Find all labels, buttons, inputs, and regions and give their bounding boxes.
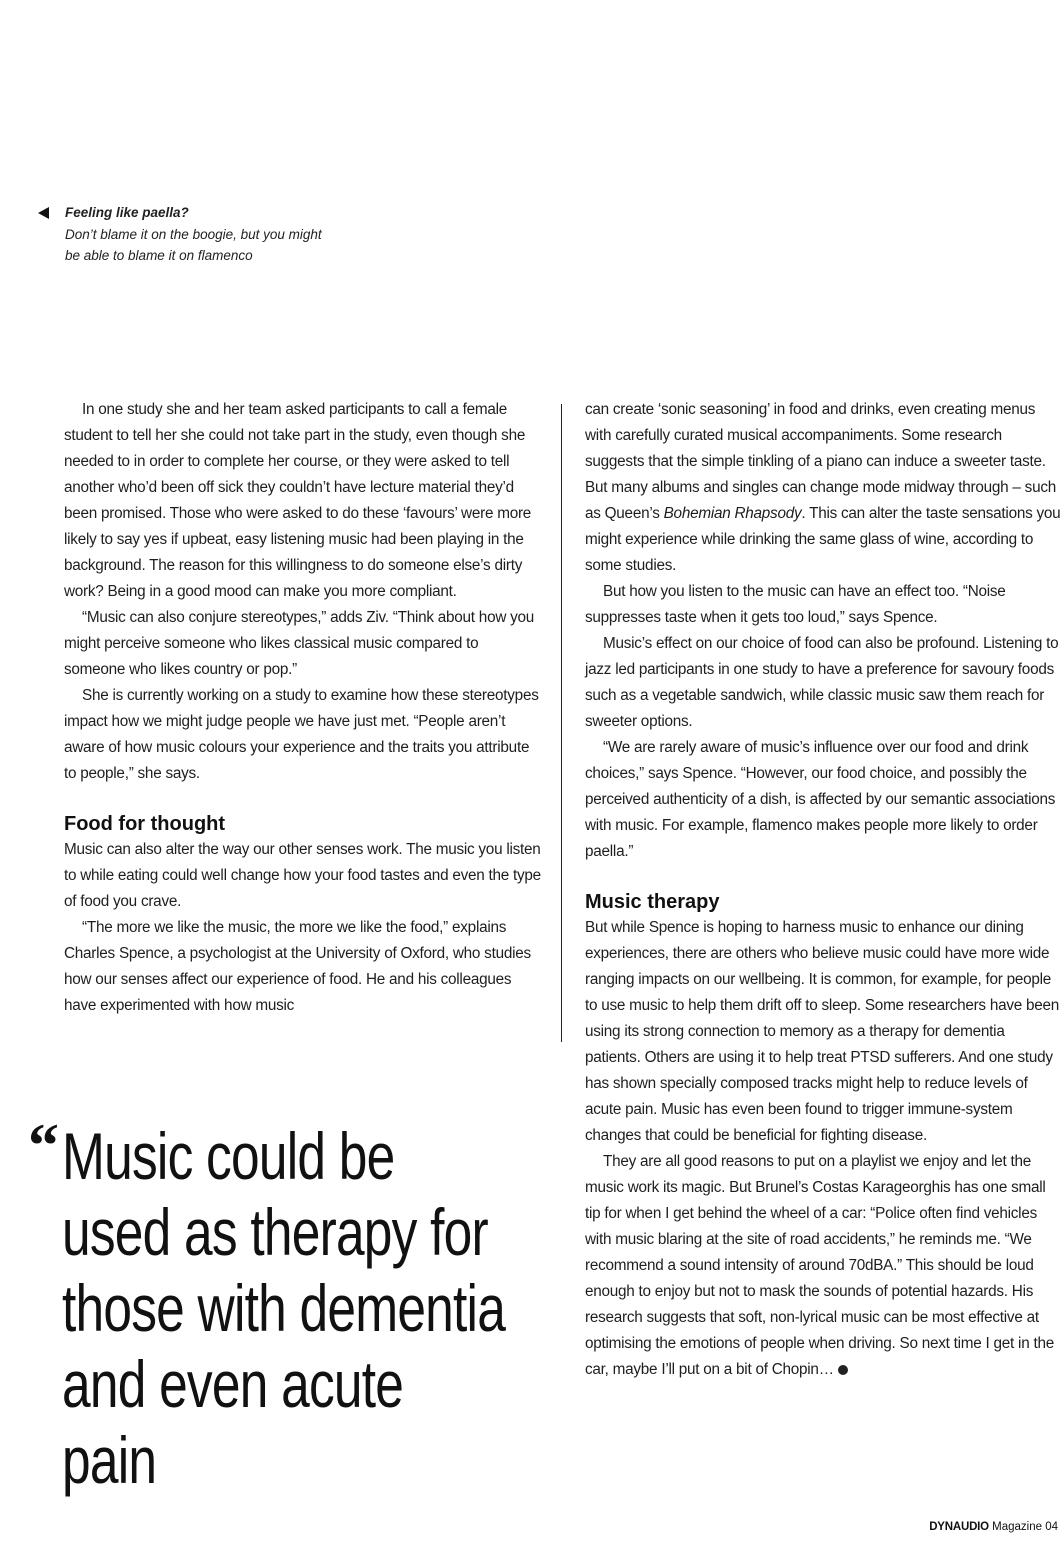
body-paragraph: In one study she and her team asked participants to call a female student to tell her she could not take part in the study, even though she needed to in order to complete her course, or they were asked to tell another who’d been off sick they couldn’t have lecture material they’d been promised. Those who were asked to do these ‘favours’ were more likely to say yes if upbeat, easy listening music had been playing in the background. The reason for this willingness to do someone else’s dirty work? Being in a good mood can make you more compliant. (64, 401, 532, 600)
photo-caption (38, 202, 338, 267)
caption-pointer-icon (38, 207, 49, 219)
brand-name: DYNAUDIO (929, 1521, 989, 1533)
page-footer (929, 1521, 1058, 1533)
column-divider (561, 404, 562, 1042)
song-title: Bohemian Rhapsody (663, 505, 802, 522)
subheading-music-therapy: Music therapy (585, 891, 720, 913)
body-paragraph (585, 1149, 1061, 1383)
caption-body: Don’t blame it on the boogie, but you might be able to blame it on flamenco (65, 226, 322, 263)
caption-title: Feeling like paella? (65, 205, 189, 220)
end-of-article-icon (838, 1365, 848, 1375)
body-paragraph: She is currently working on a study to examine how these stereotypes impact how we might judge people we have just met. “People aren’t aware of how music colours your experience and the traits you attribute to people,” she says. (64, 687, 539, 782)
left-column (64, 397, 542, 1019)
right-column (585, 397, 1061, 1383)
body-paragraph: “The more we like the music, the more we like the food,” explains Charles Spence, a psychologist at the University of Oxford, who studies how our senses affect our experience of food. He and his colleagues have experimented with how music (64, 919, 531, 1014)
body-paragraph (585, 397, 1061, 579)
text-run: can create ‘sonic seasoning’ in food and drinks, even creating menus with carefully curated musical accompaniments. Some research suggests that the simple tinkling of a piano can induce a sweeter taste. But many albums and singles can change mode midway through – such as Queen’s (585, 401, 1056, 522)
body-paragraph: “Music can also conjure stereotypes,” adds Ziv. “Think about how you might perceive someone who likes classical music compared to someone who likes country or pop.” (64, 609, 535, 678)
pull-quote-text: Music could be used as therapy for those with dementia and even acute pain (62, 1119, 506, 1497)
text-run: . This can alter the taste sensations you might experience while drinking the same glass of wine, according to some studies. (585, 505, 1061, 574)
body-paragraph: But how you listen to the music can have an effect too. “Noise suppresses taste when it gets too loud,” says Spence. (585, 583, 1006, 626)
body-paragraph: Music’s effect on our choice of food can also be profound. Listening to jazz led participants in one study to have a preference for savoury foods such as a vegetable sandwich, while classic music saw them reach for sweeter options. (585, 635, 1059, 730)
quote-mark-icon: “ (28, 1112, 59, 1180)
magazine-issue: Magazine 04 (992, 1521, 1058, 1533)
body-paragraph: But while Spence is hoping to harness music to enhance our dining experiences, there are others who believe music could have more wide ranging impacts on our wellbeing. It is common, for example, for people to use music to help them drift off to sleep. Some researchers have been using its strong connection to memory as a therapy for dementia patients. Others are using it to help treat PTSD sufferers. And one study has shown specially composed tracks might help to reduce levels of acute pain. Music has even been found to trigger immune-system changes that could be beneficial for fighting disease. (585, 919, 1060, 1144)
subheading-food-for-thought: Food for thought (64, 813, 226, 835)
body-paragraph: Music can also alter the way our other senses work. The music you listen to while eating could well change how your food tastes and even the type of food you crave. (64, 841, 541, 910)
text-run: They are all good reasons to put on a playlist we enjoy and let the music work its magic. But Brunel’s Costas Karageorghis has one small tip for when I get behind the wheel of a car: “Police often find vehicles with music blaring at the site of road accidents,” he reminds me. “We recommend a sound intensity of around 70dBA.” This should be loud enough to enjoy but not to mask the sounds of potential hazards. His research suggests that soft, non-lyrical music can be most effective at optimising the emotions of people when driving. So next time I get in the car, maybe I’ll put on a bit of Chopin… (585, 1153, 1054, 1378)
body-paragraph: “We are rarely aware of music’s influence over our food and drink choices,” says Spence. “However, our food choice, and possibly the perceived authenticity of a dish, is affected by our semantic associations with music. For example, flamenco makes people more likely to order paella.” (585, 739, 1056, 860)
pull-quote (26, 1112, 546, 1498)
